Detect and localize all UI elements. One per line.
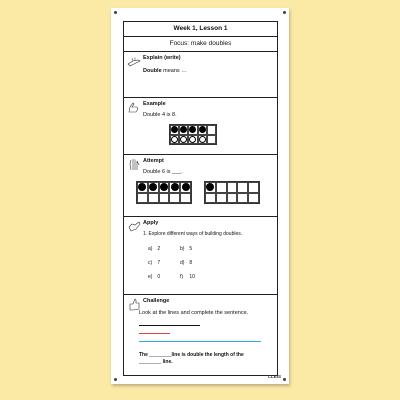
challenge-title: Challenge xyxy=(143,298,170,304)
challenge-blank-2: ________ xyxy=(139,359,162,365)
challenge-black-line xyxy=(139,325,200,326)
attempt-title: Attempt xyxy=(143,158,164,164)
apply-item-value: 2 xyxy=(156,246,161,252)
ten-frame-cell xyxy=(137,182,148,193)
attempt-ten-frame-1 xyxy=(136,181,192,204)
apply-item-label: c) xyxy=(148,260,153,266)
apply-item xyxy=(148,274,160,280)
ten-frame-cell xyxy=(248,182,259,193)
ten-frame-cell xyxy=(170,135,179,145)
ten-frame-cell xyxy=(205,182,216,193)
writing-hand-icon xyxy=(127,55,141,68)
explain-prompt xyxy=(143,68,187,74)
ten-frame-cell xyxy=(159,193,170,204)
ten-frame-cell xyxy=(179,135,188,145)
apply-item-value: 7 xyxy=(156,260,161,266)
ten-frame-cell xyxy=(170,125,179,135)
apply-item-label: b) xyxy=(180,246,185,252)
example-statement: Double 4 is 8. xyxy=(143,112,177,118)
counter-filled xyxy=(180,126,187,133)
lesson-focus: Focus: make doubles xyxy=(124,37,277,52)
counter-filled xyxy=(199,126,206,133)
ten-frame-cell xyxy=(216,182,227,193)
ten-frame-cell xyxy=(207,125,216,135)
apply-title: Apply xyxy=(143,220,159,226)
ten-frame-cell xyxy=(148,193,159,204)
pointing-hand-icon xyxy=(127,101,141,114)
counter-filled xyxy=(171,183,179,191)
apply-item-value: 10 xyxy=(188,274,195,280)
explain-section xyxy=(124,52,277,98)
lesson-frame xyxy=(123,21,278,376)
counter-filled xyxy=(149,183,157,191)
worksheet-page xyxy=(111,8,289,384)
apply-instruction: 1. Explore different ways of building doubles. xyxy=(143,231,243,237)
apply-item-label: d) xyxy=(180,260,185,266)
challenge-instruction: Look at the lines and complete the sentence. xyxy=(139,310,249,316)
ten-frame-cell xyxy=(188,125,197,135)
challenge-sentence-part1: The xyxy=(139,352,148,358)
corner-pin xyxy=(114,11,117,14)
challenge-sentence-line-2 xyxy=(139,359,173,365)
corner-pin xyxy=(114,378,117,381)
explain-prompt-bold: Double xyxy=(143,68,162,74)
attempt-section xyxy=(124,155,277,217)
counter-filled xyxy=(138,183,146,191)
corner-pin xyxy=(283,378,286,381)
ten-frame-cell xyxy=(169,193,180,204)
ten-frame-cell xyxy=(180,182,191,193)
ten-frame-cell xyxy=(198,135,207,145)
ten-frame-cell xyxy=(148,182,159,193)
counter-empty xyxy=(180,136,187,143)
apply-item-value: 0 xyxy=(156,274,161,280)
counter-empty xyxy=(171,136,178,143)
ten-frame-cell xyxy=(227,182,238,193)
attempt-statement: Double 6 is ___. xyxy=(143,169,183,175)
ten-frame-cell xyxy=(188,135,197,145)
example-ten-frame xyxy=(169,124,217,145)
apply-item-label: a) xyxy=(148,246,153,252)
example-section xyxy=(124,98,277,155)
corner-pin xyxy=(283,11,286,14)
publisher-logo: CLEIS xyxy=(267,374,281,379)
challenge-blank-1: ________ xyxy=(149,352,172,358)
ten-frame-cell xyxy=(227,193,238,204)
ten-frame-cell xyxy=(237,193,248,204)
apply-item-value: 5 xyxy=(188,246,193,252)
apply-item xyxy=(180,246,192,252)
explain-title: Explain (write) xyxy=(143,55,181,61)
challenge-blue-line xyxy=(139,341,261,342)
apply-item xyxy=(148,260,160,266)
lesson-title: Week 1, Lesson 1 xyxy=(124,22,277,37)
challenge-sentence-part2: line is double the length of the xyxy=(171,352,244,358)
challenge-red-line xyxy=(139,333,170,334)
counter-filled xyxy=(160,183,168,191)
ten-frame-cell xyxy=(207,135,216,145)
apply-item-value: 8 xyxy=(188,260,193,266)
hand-icon xyxy=(127,220,141,233)
apply-item xyxy=(180,260,192,266)
counter-filled xyxy=(182,183,190,191)
counter-filled xyxy=(206,183,214,191)
counter-empty xyxy=(199,136,206,143)
ten-frame-cell xyxy=(180,193,191,204)
ten-frame-cell xyxy=(137,193,148,204)
example-title: Example xyxy=(143,101,166,107)
ten-frame-cell xyxy=(237,182,248,193)
ten-frame-cell xyxy=(159,182,170,193)
apply-item-label: f) xyxy=(180,274,184,280)
counter-filled xyxy=(189,126,196,133)
challenge-sentence-line-1 xyxy=(139,352,244,358)
challenge-sentence-part3: line. xyxy=(162,359,173,365)
apply-item-label: e) xyxy=(148,274,153,280)
challenge-section xyxy=(124,295,277,376)
apply-item xyxy=(180,274,195,280)
ten-frame-cell xyxy=(248,193,259,204)
ten-frame-cell xyxy=(169,182,180,193)
raised-hand-icon xyxy=(127,158,141,171)
ten-frame-cell xyxy=(216,193,227,204)
apply-item xyxy=(148,246,160,252)
ten-frame-cell xyxy=(179,125,188,135)
explain-prompt-rest: means … xyxy=(161,68,187,74)
counter-empty xyxy=(189,136,196,143)
counter-filled xyxy=(171,126,178,133)
apply-section xyxy=(124,217,277,295)
ten-frame-cell xyxy=(198,125,207,135)
ten-frame-cell xyxy=(205,193,216,204)
attempt-ten-frame-2 xyxy=(204,181,260,204)
